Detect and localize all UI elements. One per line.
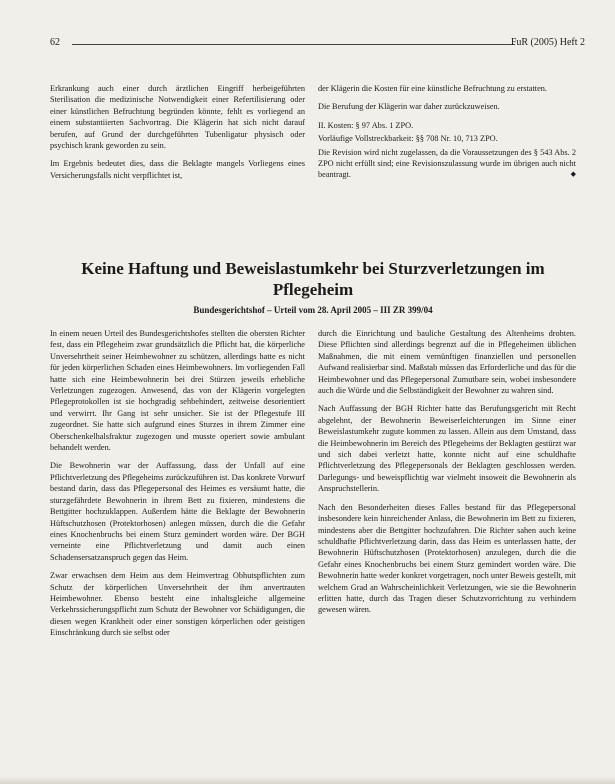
paragraph: Nach Auffassung der BGH Richter hatte das Berufungsgericht mit Recht abgelehnt, der Bewohnerin Beweiserleichterungen im Sinne einer Beweislastumkehr zugute kommen zu lassen. Allein aus dem Umstand, dass die Heimbewohnerin im Bereich des Pflegeheims der Beklagten gestürzt war und sich dabei verletzt hatte, konnte nicht auf eine schuldhafte Pflichtverletzung des Pflegepersonals der Beklagten geschlossen werden. Darlegungs- und beweispflichtig war vielmeht insoweit die Bewohnerin als Anspruchstellerin. xyxy=(318,404,576,494)
paragraph-text: Die Revision wird nicht zugelassen, da die Voraussetzungen des § 543 Abs. 2 ZPO nicht erfüllt sind; eine Revisionszulassung wurde im übrigen auch nicht beantragt. xyxy=(318,147,576,180)
paragraph: In einem neuen Urteil des Bundesgerichtshofes stellten die obersten Richter fest, dass ein Pflegeheim zwar grundsätzlich die Pflicht hat, die körperliche Unversehrtheit seiner Heimbewohner zu schützen, allerdings hatte es nicht für jeden körperlichen Schaden eines Heimbewohners. Im vorliegenden Fall hatte sich eine Heimbewohnerin bei drei Stürzen jeweils erhebliche Verletzungen zugezogen. Anwesend, das von der Klägerin vorgelegten Pflegeprotokollen ist sie hochgradig sehbehindert, zeitweise desorientiert und verwirrt. Ihr Gang ist sehr unsicher. Sie ist der Pflegestufe III zugeordnet. Sie hatte sich aufgrund eines Sturzes in ihrem Zimmer eine Oberschenkelhalsfraktur zugezogen und musste operiert sowie ambulant behandelt werden. xyxy=(50,329,305,453)
page-edge-shadow xyxy=(0,776,615,784)
article-title: Keine Haftung und Beweislastumkehr bei Sturzverletzungen im Pflegeheim xyxy=(81,259,545,299)
paragraph: Nach den Besonderheiten dieses Falles bestand für das Pflegepersonal insbesondere kein hinreichender Anlass, die Bewohnerin im Bett zu fixieren, mindestens aber die Bettgitter hochzufahren. Die Richter sahen auch keine schuldhafte Pflichtverletzung darin, dass das Heim es unterlassen hatte, der Bewohnerin Hüftschutzhosen (Protektorhosen) anzulegen, durch die die Gefahr eines Knochenbruchs bei einem Sturz gemindert worden wäre. Die Bewohnerin hatte weder konkret vorgetragen, noch unter Beweis gestellt, mit welchem Grad an Wahrscheinlichkeit Verletzungen, wie sie die Bewohnerin erlitten hatte, durch das Tragen dieser Schutzvorrichtung zu verhindern gewesen wären. xyxy=(318,502,576,615)
main-right-column xyxy=(318,328,576,623)
paragraph: Die Berufung der Klägerin war daher zurückzuweisen. xyxy=(318,102,500,112)
page-header xyxy=(50,37,585,51)
paragraph: Im Ergebnis bedeutet dies, dass die Beklagte mangels Vorliegens eines Versicherungsfalls nicht verpflichtet ist, xyxy=(50,159,305,180)
paragraph xyxy=(318,147,576,181)
paragraph: der Klägerin die Kosten für eine künstliche Befruchtung zu erstatten. xyxy=(318,84,548,93)
page-number: 62 xyxy=(50,37,60,48)
paragraph: Zwar erwachsen dem Heim aus dem Heimvertrag Obhutspflichten zum Schutz der körperlichen Unversehrtheit der ihm anvertrauten Heimbewohner. Ebenso besteht eine inhaltsgleiche allgemeine Verkehrssicherungspflicht zum Schutz der Bewohner vor Schädigungen, die diesen wegen Krankheit oder einer sonstigen körperlichen oder geistigen Einschränkung durch sie selbst oder xyxy=(50,571,305,638)
header-rule xyxy=(72,44,515,45)
paragraph: durch die Einrichtung und bauliche Gestaltung des Altenheims drohten. Diese Pflichten sind allerdings begrenzt auf die in Pflegeheimen üblichen Maßnahmen, die mit einem vernünftigen finanziellen und personellen Aufwand realisierbar sind. Maßstab müssen das Erforderliche und das für die Heimbewohner und das Pflegepersonal Zumutbare sein, wobei insbesondere auch die Würde und die Selbständigkeit der Bewohner zu wahren sind. xyxy=(318,329,576,396)
end-mark-icon: ◆ xyxy=(570,170,576,179)
paragraph: Vorläufige Vollstreckbarkeit: §§ 708 Nr. 10, 713 ZPO. xyxy=(318,134,498,144)
journal-reference: FuR (2005) Heft 2 xyxy=(510,37,585,48)
article-subtitle: Bundesgerichtshof – Urteil vom 28. April 2005 – III ZR 399/04 xyxy=(193,305,433,315)
paragraph: Die Bewohnerin war der Auffassung, dass der Unfall auf eine Pflichtverletzung des Pflegeheims zurückzuführen ist. Das konkrete Vorwurf bestand darin, dass das Pflegepersonal des Heimes es versäumt hatte, die sturzgefährdete Bewohnerin in ihrem Bett zu fixieren, mindestens die Bettgitter hochzuklappen. Außerdem hätte die Beklagte der Bewohnerin Hüftschutzhosen (Protektorhosen) anlegen müssen, durch die die Gefahr eines Knochenbruchs bei einem Sturz gemindert worden wäre. Der BGH verneinte eine Pflichtverletzung und damit auch einen Schadensersatzanspruch gegen das Heim. xyxy=(50,461,305,562)
main-left-column xyxy=(50,328,305,646)
paragraph: Erkrankung auch einer durch ärztlichen Eingriff herbeigeführten Sterilisation die medizinische Notwendigkeit einer Refertilisierung oder einer künstlichen Befruchtung begründen könnte, fehlt es vorliegend an einem substantiierten Sachvortrag. Die Klägerin hat sich nicht darauf berufen, auf Grund der durchgeführten Tubenligatur physisch oder psychisch krank geworden zu sein. xyxy=(50,84,305,151)
paragraph: II. Kosten: § 97 Abs. 1 ZPO. xyxy=(318,120,414,130)
top-right-column xyxy=(318,83,576,188)
top-left-column xyxy=(50,83,305,188)
